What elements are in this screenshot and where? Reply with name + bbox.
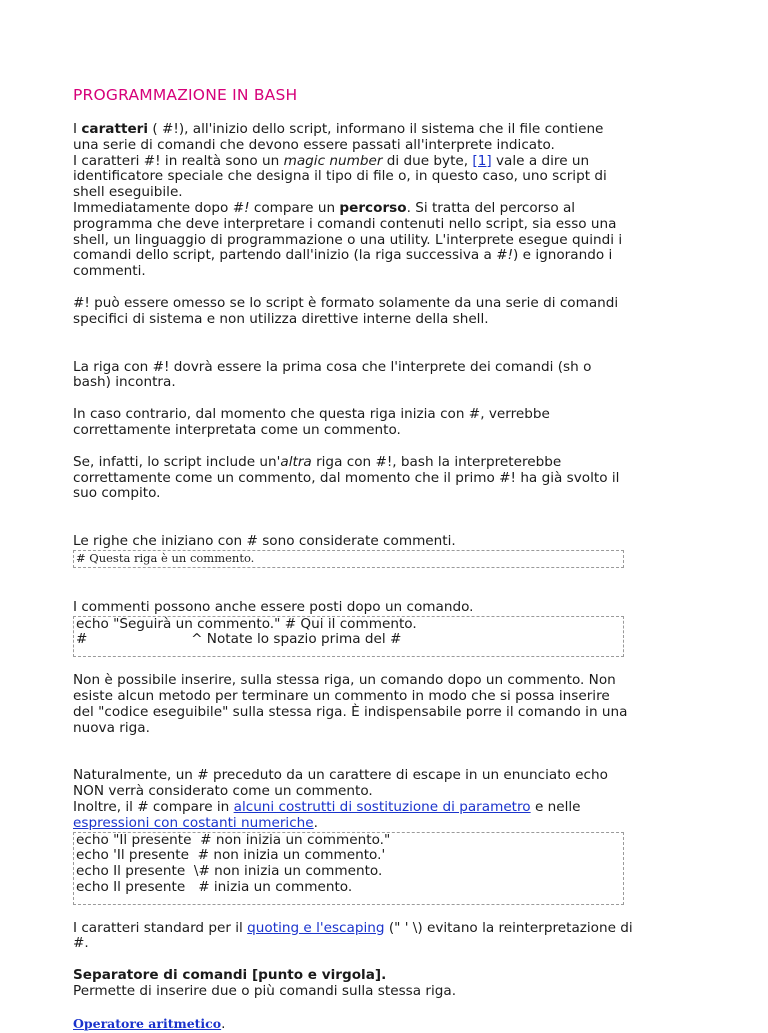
code-line: # Questa riga è un commento.	[76, 550, 255, 565]
paragraph-righe-commenti: Le righe che iniziano con # sono considerate commenti.	[73, 533, 456, 550]
link-espressioni-costanti[interactable]: espressioni con costanti numeriche	[73, 814, 314, 831]
code-line: echo "Il presente # non inizia un commento."	[76, 831, 391, 848]
paragraph-operatore: Operatore aritmetico.	[73, 1015, 226, 1032]
code-line: echo Il presente # inizia un commento.	[76, 878, 353, 895]
code-block-comment	[73, 550, 624, 568]
paragraph-omesso: #! può essere omesso se lo script è formato solamente da una serie di comandi specifici di sistema e non utilizza direttive interne della shell.	[73, 294, 619, 327]
paragraph-altra-riga: Se, infatti, lo script include un'altra riga con #!, bash la interpreterebbe correttamente come un commento, dal momento che il primo #! ha già svolto il suo compito.	[73, 453, 620, 502]
paragraph-percorso: Immediatamente dopo #! compare un percorso. Si tratta del percorso al programma che deve interpretare i comandi contenuti nello script, sia esso una shell, un linguaggio di programmazione o una utility. L'interprete esegue quindi i comandi dello script, partendo dall'inizio (la riga successiva a #!) e ignorando i commenti.	[73, 199, 623, 280]
section-heading-separatore: Separatore di comandi [punto e virgola].	[73, 967, 387, 984]
link-quoting-escaping[interactable]: quoting e l'escaping	[247, 919, 385, 936]
code-block-echo-examples	[73, 832, 624, 905]
code-block-echo	[73, 616, 624, 658]
code-line: # ^ Notate lo spazio prima del #	[76, 631, 402, 648]
paragraph-inoltre: Inoltre, il # compare in alcuni costrutti di sostituzione di parametro e nelle espressioni con costanti numeriche.	[73, 798, 581, 831]
link-sostituzione-parametro[interactable]: alcuni costrutti di sostituzione di parametro	[233, 798, 531, 815]
paragraph-non-possibile: Non è possibile inserire, sulla stessa riga, un comando dopo un commento. Non esiste alcun metodo per terminare un commento in modo che si possa inserire del "codice eseguibile" sulla stessa riga. È indispensabile porre il comando in una nuova riga.	[73, 672, 628, 736]
paragraph-separatore: Permette di inserire due o più comandi sulla stessa riga.	[73, 983, 457, 1000]
code-line: echo "Seguirà un commento." # Qui il commento.	[76, 615, 417, 632]
paragraph-prima-riga: La riga con #! dovrà essere la prima cosa che l'interprete dei comandi (sh o bash) incontra.	[73, 358, 592, 391]
link-operatore-aritmetico[interactable]: Operatore aritmetico	[73, 1015, 222, 1031]
paragraph-quoting: I caratteri standard per il quoting e l'escaping (" ' \) evitano la reinterpretazione di #.	[73, 919, 633, 952]
paragraph-escape: Naturalmente, un # preceduto da un carattere di escape in un enunciato echo NON verrà considerato come un commento.	[73, 767, 608, 800]
paragraph-dopo-comando: I commenti possono anche essere posti dopo un comando.	[73, 598, 474, 615]
paragraph-caso-contrario: In caso contrario, dal momento che questa riga inizia con #, verrebbe correttamente interpretata come un commento.	[73, 406, 550, 438]
code-line: echo 'Il presente # non inizia un commento.'	[76, 847, 386, 864]
footnote-link[interactable]: [1]	[472, 152, 492, 169]
paragraph-magic-number: I caratteri #! in realtà sono un magic number di due byte, [1] vale a dire un identificatore speciale che designa il tipo di file o, in questo caso, uno script di shell eseguibile.	[73, 152, 607, 201]
document-page	[73, 86, 633, 1033]
code-line: echo Il presente \# non inizia un commento.	[76, 863, 383, 880]
paragraph-caratteri: I caratteri ( #!), all'inizio dello script, informano il sistema che il file contiene una serie di comandi che devono essere passati all'interprete indicato.	[73, 121, 604, 153]
page-title: PROGRAMMAZIONE IN BASH	[73, 86, 298, 104]
